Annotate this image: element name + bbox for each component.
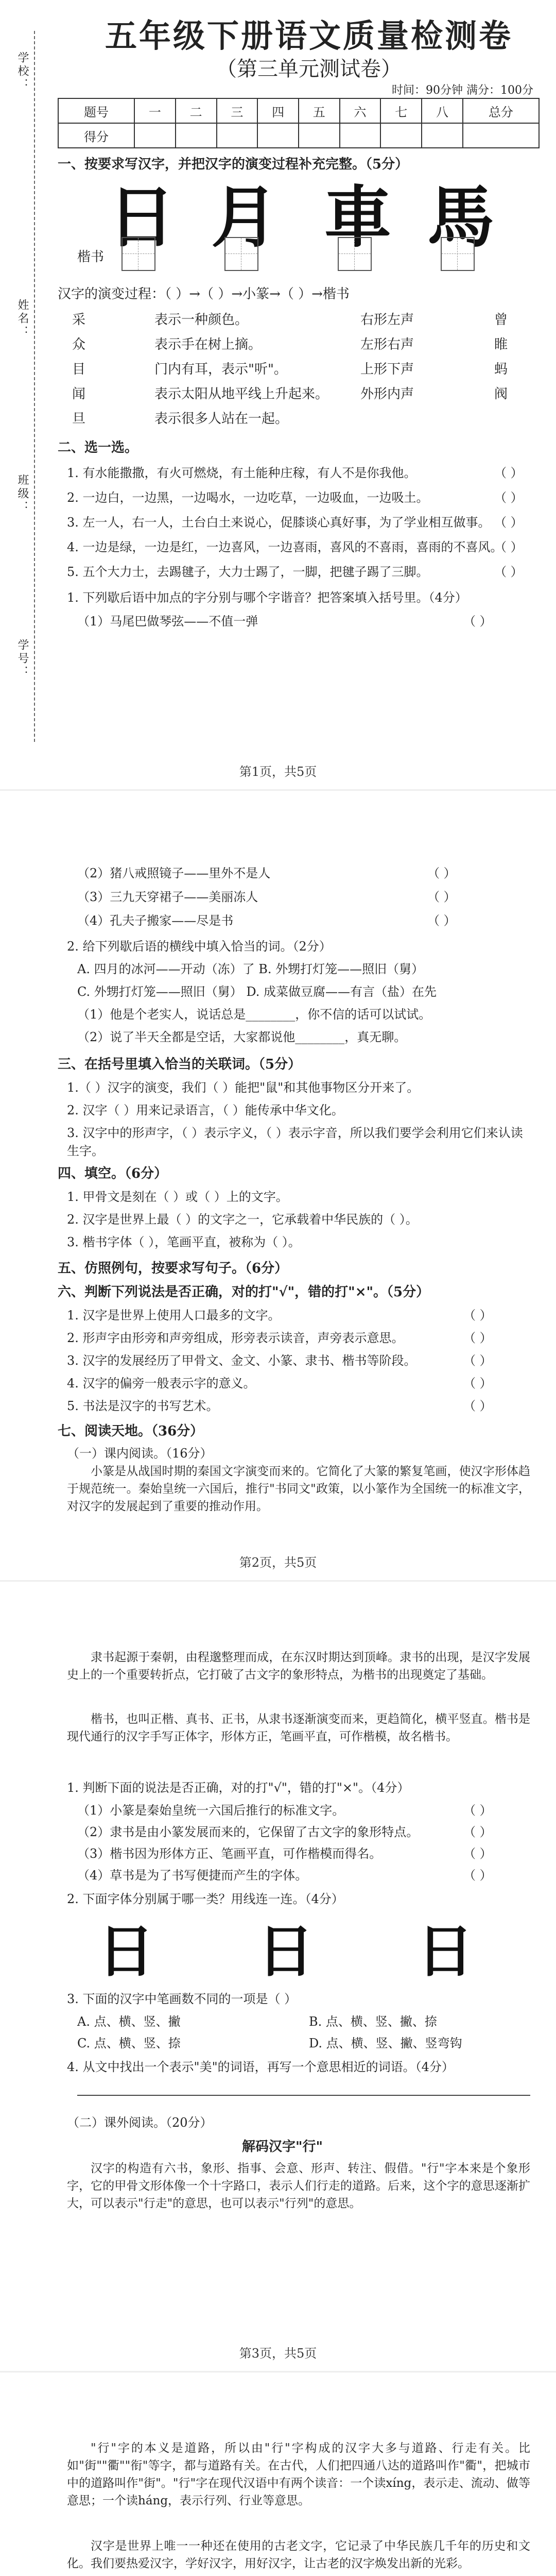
judge-item: 2. 形声字由形旁和声旁组成，形旁表示读音，声旁表示意思。 [67,1331,404,1345]
riddle-item: 2. 一边白，一边黑，一边喝水，一边吃草，一边吸血，一边吸土。 [67,490,429,505]
question-text: 3. 下面的汉字中笔画数不同的一项是（ ） [67,1992,297,2006]
question-text: 3. 汉字中的形声字，（ ）表示字义，（ ）表示字音，所以我们要学会利用它们来认读生字。 [67,1126,523,1158]
evolution-line: 汉字的演变过程：（ ）→（ ）→小篆→（ ）→楷书 [58,286,350,302]
match-type: 上形下声 [360,362,414,377]
section-2-heading: 二、选一选。 [58,440,138,455]
score-cell: 二 [176,98,217,123]
match-char: 众 [72,337,86,352]
page-footer: 第2页，共5页 [239,1555,317,1570]
page-footer: 第3页，共5页 [239,2346,317,2361]
section-6-heading: 六、判断下列说法是否正确，对的打"√"，错的打"×"。（5分） [58,1284,430,1300]
page-subtitle: （第三单元测试卷） [216,57,402,81]
ancient-glyph-sun: 日 [108,178,176,257]
judge-item: （1）小篆是秦始皇统一六国后推行的标准文字。 [77,1803,345,1818]
score-cell: 题号 [58,98,134,123]
match-char: 闻 [72,386,86,402]
score-cell: 五 [299,98,340,123]
writing-grid[interactable] [441,237,475,271]
page-1 [0,0,556,791]
score-input[interactable] [299,123,340,148]
reading-passage: 隶书起源于秦朝，由程邈整理而成，在东汉时期达到顶峰。隶书的出现，是汉字发展史上的一个重要转折点，它打破了古文字的象形特点，为楷书的出现奠定了基础。 [67,1651,530,1682]
question-text: （1）他是个老实人，说话总是________，你不信的话可以试试。 [77,1007,431,1022]
ancient-glyph-horse: 馬 [427,178,495,257]
answer-blank[interactable]: （ ） [463,1308,492,1323]
answer-blank[interactable]: （ ） [463,1825,492,1839]
match-type: 外形内声 [360,386,414,402]
score-input[interactable] [422,123,463,148]
question-text: 1. 下列歇后语中加点的字分别与哪个字谐音？把答案填入括号里。（4分） [67,590,467,605]
sidebar-number: 学号： [16,639,29,679]
judge-item: 3. 汉字的发展经历了甲骨文、金文、小篆、隶书、楷书等阶段。 [67,1353,416,1368]
question-text: （2）说了半天全都是空话，大家都说他________，真无聊。 [77,1030,407,1044]
score-table [58,98,540,148]
question-option[interactable]: D. 点、横、竖、撇、竖弯钩 [309,2036,462,2050]
match-char: 采 [72,312,86,328]
script-sample: 日 [98,1918,154,1985]
score-row-values [58,123,539,148]
question-text: （2）猪八戒照镜子——里外不是人 [77,866,271,880]
match-desc: 表示一种颜色。 [154,312,249,328]
match-char: 旦 [72,411,86,427]
kai-label: 楷书 [77,249,105,265]
match-type: 左形右声 [360,337,414,352]
question-option[interactable]: A. 点、横、竖、撇 [77,2014,181,2029]
answer-blank[interactable]: （ ） [427,890,456,904]
judge-item: 5. 书法是汉字的书写艺术。 [67,1399,219,1413]
answer-blank[interactable]: （ ） [463,1353,492,1368]
match-type: 右形左声 [360,312,414,328]
ancient-glyph-cart: 車 [324,178,392,257]
exam-meta: 时间：90分钟 满分：100分 [392,84,533,97]
match-word: 曾 [494,312,508,328]
answer-blank[interactable]: （ ） [494,490,523,505]
writing-grid[interactable] [338,237,372,271]
answer-blank[interactable]: （ ） [463,1331,492,1345]
question-option: C. 外甥打灯笼——照旧（舅） D. 成菜做豆腐——有言（盐）在先 [77,985,437,999]
question-text: （1）马尾巴做琴弦——不值一弹 [77,614,258,629]
question-text: 2. 汉字是世界上最（ ）的文字之一，它承载着中华民族的（ ）。 [67,1212,418,1227]
score-input[interactable] [380,123,422,148]
question-text: 1. 判断下面的说法是否正确，对的打"√"，错的打"×"。（4分） [67,1781,410,1795]
script-sample: 日 [257,1918,314,1985]
section-3-heading: 三、在括号里填入恰当的关联词。（5分） [58,1057,302,1072]
score-cell: 总分 [463,98,539,123]
question-text: （4）孔夫子搬家——尽是书 [77,913,234,928]
section-5-heading: 五、仿照例句，按要求写句子。（6分） [58,1261,288,1276]
answer-blank[interactable]: （ ） [494,540,523,554]
riddle-item: 1. 有水能撒撒，有火可燃烧，有土能种庄稼，有人不是你我他。 [67,466,416,480]
sidebar-school: 学校： [16,52,29,92]
score-cell: 三 [217,98,258,123]
section-4-heading: 四、填空。（6分） [58,1166,168,1181]
reading-passage: 小篆是从战国时期的秦国文字演变而来的。它简化了大篆的繁复笔画，使汉字形体趋于规范统一。秦始皇统一六国后，推行"书同文"政策，以小篆作为全国统一的标准文字，对汉字的发展起到了重要的推动作用。 [67,1465,530,1513]
score-input[interactable] [134,123,176,148]
answer-blank[interactable]: （ ） [463,1846,492,1861]
reading-passage: 楷书，也叫正楷、真书、正书，从隶书逐渐演变而来，更趋简化，横平竖直。楷书是现代通行的汉字手写正体字，形体方正，笔画平直，可作楷模，故名楷书。 [67,1713,530,1743]
ancient-glyph-moon: 月 [211,178,279,257]
score-input[interactable] [176,123,217,148]
answer-blank[interactable]: （ ） [463,1376,492,1391]
question-text: 4. 从文中找出一个表示"美"的词语，再写一个意思相近的词语。（4分） [67,2060,454,2074]
riddle-item: 3. 左一人，右一人，土台白土来说心，促膝谈心真好事，为了学业相互做事。 [67,515,491,530]
question-option[interactable]: B. 点、横、竖、撇、捺 [309,2014,437,2029]
answer-blank[interactable]: （ ） [494,565,523,579]
score-cell: 八 [422,98,463,123]
judge-item: 1. 汉字是世界上使用人口最多的文字。 [67,1308,281,1323]
match-word: 阀 [494,386,508,402]
score-cell: 一 [134,98,176,123]
score-cell: 四 [257,98,299,123]
question-text: 2. 下面字体分别属于哪一类？用线连一连。（4分） [67,1892,344,1906]
score-input[interactable] [463,123,539,148]
score-row-header [58,98,539,123]
reading-passage: "行"字的本义是道路，所以由"行"字构成的汉字大多与道路、行走有关。比如"街""衢""衔"等字，都与道路有关。在古代，人们把四通八达的道路叫作"衢"，把城市中的道路叫作"街"。"行"字在现代汉语中有两个读音：一个读xíng，表示走、流动、做等意思；一个读háng，表示行列、行业等意思。 [67,2442,530,2507]
score-cell: 得分 [58,123,134,148]
page-4 [0,2372,556,2576]
question-text: （3）三九天穿裙子——美丽冻人 [77,890,258,904]
question-text: 1.（ ）汉字的演变，我们（ ）能把"鼠"和其他事物区分开来了。 [67,1080,420,1095]
score-cell: 七 [380,98,422,123]
question-option: A. 四月的冰河——开动（冻）了 B. 外甥打灯笼——照旧（舅） [77,962,424,976]
question-text: 1. 甲骨文是刻在（ ）或（ ）上的文字。 [67,1190,288,1204]
answer-blank[interactable]: （ ） [463,1399,492,1413]
match-desc: 表示很多人站在一起。 [154,411,289,427]
answer-blank[interactable]: （ ） [494,466,523,480]
answer-line[interactable] [77,2095,530,2096]
page-3 [0,1582,556,2372]
question-text: 2. 给下列歇后语的横线中填入恰当的词。（2分） [67,939,332,954]
score-input[interactable] [257,123,299,148]
judge-item: （4）草书是为了书写便捷而产生的字体。 [77,1868,308,1883]
subsection-heading: （二）课外阅读。（20分） [67,2115,213,2130]
answer-blank[interactable]: （ ） [427,913,456,928]
match-desc: 门内有耳，表示"听"。 [154,362,287,377]
answer-blank[interactable]: （ ） [427,866,456,880]
score-cell: 六 [340,98,381,123]
judge-item: 4. 汉字的偏旁一般表示字的意义。 [67,1376,256,1391]
question-text: 3. 楷书字体（ ），笔画平直，被称为（ ）。 [67,1235,301,1249]
writing-grid[interactable] [121,237,155,271]
section-7-heading: 七、阅读天地。（36分） [58,1423,204,1439]
script-sample: 日 [417,1918,474,1985]
subsection-heading: （一）课内阅读。（16分） [67,1446,213,1461]
judge-item: （2）隶书是由小篆发展而来的，它保留了古文字的象形特点。 [77,1825,419,1839]
reading-passage: 汉字是世界上唯一一种还在使用的古老文字，它记录了中华民族几千年的历史和文化。我们要热爱汉字，学好汉字，用好汉字，让古老的汉字焕发出新的光彩。 [67,2539,530,2570]
section-1-heading: 一、按要求写汉字，并把汉字的演变过程补充完整。（5分） [58,157,409,172]
score-input[interactable] [217,123,258,148]
page-footer: 第1页，共5页 [239,765,317,779]
match-desc: 表示手在树上摘。 [154,337,262,352]
judge-item: （3）楷书因为形体方正、笔画平直，可作楷模而得名。 [77,1846,382,1861]
sidebar [5,31,41,742]
match-word: 蚂 [494,362,508,377]
riddle-item: 4. 一边是绿，一边是红，一边喜风，一边喜雨，喜风的不喜雨，喜雨的不喜风。 [67,540,503,554]
page-2 [0,791,556,1582]
question-option[interactable]: C. 点、横、竖、捺 [77,2036,181,2050]
answer-blank[interactable]: （ ） [463,1868,492,1883]
sidebar-name: 姓名： [16,299,29,339]
question-text: 2. 汉字（ ）用来记录语言，（ ）能传承中华文化。 [67,1103,344,1117]
binding-line [34,31,35,742]
match-desc: 表示太阳从地平线上升起来。 [154,386,329,402]
answer-blank[interactable]: （ ） [463,614,492,629]
sidebar-class: 班级： [16,474,29,514]
reading-passage: 汉字的构造有六书，象形、指事、会意、形声、转注、假借。"行"字本来是个象形字，它的甲骨文形体像一个十字路口，表示人们行走的道路。后来，这个字的意思逐渐扩大，可以表示"行走"的意思，也可以表示"行列"的意思。 [67,2162,530,2210]
page-title: 五年级下册语文质量检测卷 [105,17,513,55]
match-word: 睢 [494,337,508,352]
answer-blank[interactable]: （ ） [463,1803,492,1818]
riddle-item: 5. 五个大力士，去踢毽子，大力士踢了，一脚，把毽子踢了三脚。 [67,565,429,579]
article-title: 解码汉字"行" [242,2139,323,2155]
match-char: 目 [72,362,86,377]
writing-grid[interactable] [224,237,258,271]
answer-blank[interactable]: （ ） [494,515,523,530]
score-input[interactable] [340,123,381,148]
